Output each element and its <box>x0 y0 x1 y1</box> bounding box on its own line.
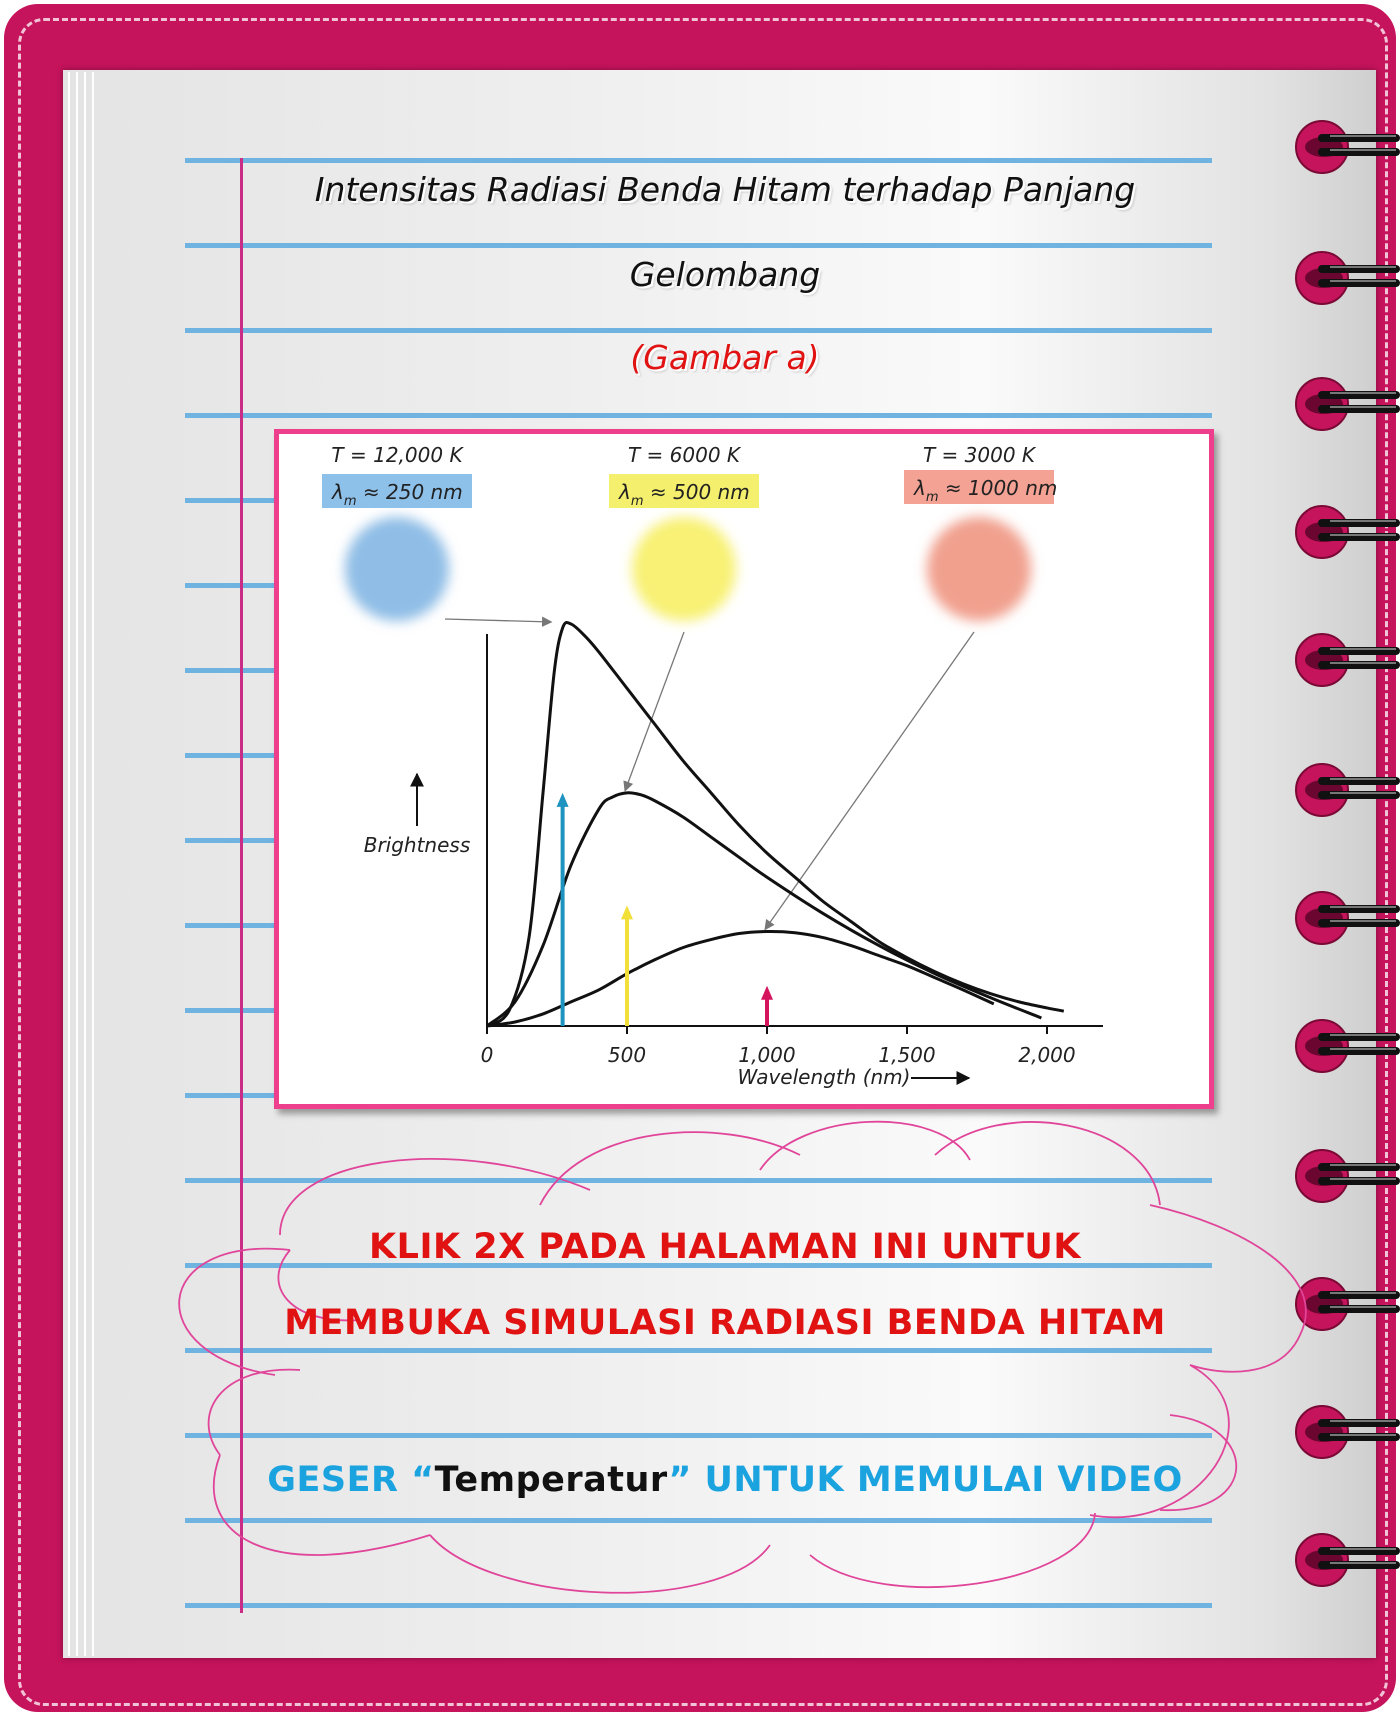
peak-marker-arrowhead <box>621 905 633 919</box>
curve-12000k <box>487 622 1064 1026</box>
ruled-line <box>185 158 1212 163</box>
peak-pointer-arrow <box>445 619 551 622</box>
curve-6000k <box>487 793 1041 1026</box>
lambda-label: $\lambda_m \approx 500$ nm <box>619 480 750 509</box>
ruled-line <box>185 243 1212 248</box>
star-glow <box>632 517 736 621</box>
instruction-line-3 <box>240 1460 1210 1500</box>
spiral-ring <box>1290 1011 1400 1081</box>
instruction-cloud[interactable] <box>160 1115 1320 1625</box>
quote-close: ” <box>668 1460 692 1500</box>
y-axis-label: Brightness <box>363 833 471 857</box>
star-temperature-label: T = 12,000 K <box>331 443 463 467</box>
x-tick-label: 1,000 <box>738 1043 796 1067</box>
spiral-ring <box>1290 883 1400 953</box>
star-glow <box>927 517 1031 621</box>
quote-open: “ <box>411 1460 435 1500</box>
blackbody-chart <box>279 434 1209 1104</box>
peak-pointer-arrow <box>765 632 974 930</box>
blackbody-chart-figure <box>274 429 1214 1109</box>
instruction-line-1: KLIK 2X PADA HALAMAN INI UNTUK <box>369 1227 1081 1267</box>
cloud-outline <box>760 1122 970 1170</box>
temperature-keyword[interactable]: Temperatur <box>434 1460 669 1500</box>
spiral-ring <box>1290 369 1400 439</box>
figure-caption: (Gambar a) <box>630 338 820 377</box>
page-edge <box>68 72 70 1656</box>
instruction-geser: GESER <box>267 1460 412 1500</box>
page-edge <box>92 72 94 1656</box>
cloud-outline <box>810 1513 1095 1587</box>
instruction-line-2: MEMBUKA SIMULASI RADIASI BENDA HITAM <box>284 1303 1166 1343</box>
spiral-ring <box>1290 243 1400 313</box>
instruction-video: UNTUK MEMULAI VIDEO <box>691 1460 1183 1500</box>
spiral-ring <box>1290 497 1400 567</box>
page-edge <box>76 72 78 1656</box>
peak-pointer-arrow <box>625 632 684 791</box>
lambda-label: $\lambda_m \approx 250$ nm <box>332 480 463 509</box>
spiral-ring <box>1290 625 1400 695</box>
star-glow <box>345 517 449 621</box>
x-tick-label: 2,000 <box>1018 1043 1076 1067</box>
peak-marker-arrowhead <box>761 986 773 1000</box>
cloud-outline <box>935 1122 1160 1205</box>
cloud-outline <box>209 1370 300 1455</box>
x-tick-label: 0 <box>480 1043 494 1067</box>
x-tick-label: 500 <box>607 1043 647 1067</box>
x-axis-label: Wavelength (nm) <box>737 1065 911 1089</box>
spiral-ring <box>1290 112 1400 182</box>
ruled-line <box>185 328 1212 333</box>
star-temperature-label: T = 3000 K <box>922 443 1036 467</box>
x-tick-label: 1,500 <box>878 1043 936 1067</box>
cloud-outline <box>430 1535 770 1593</box>
peak-marker-arrowhead <box>557 793 569 807</box>
page-edge <box>84 72 86 1656</box>
page-title-line-1: Intensitas Radiasi Benda Hitam terhadap Panjang <box>314 170 1136 209</box>
ruled-line <box>185 413 1212 418</box>
page-title-line-2: Gelombang <box>629 255 821 294</box>
spiral-ring <box>1290 755 1400 825</box>
lambda-label: $\lambda_m \approx 1000$ nm <box>914 476 1058 505</box>
star-temperature-label: T = 6000 K <box>627 443 741 467</box>
